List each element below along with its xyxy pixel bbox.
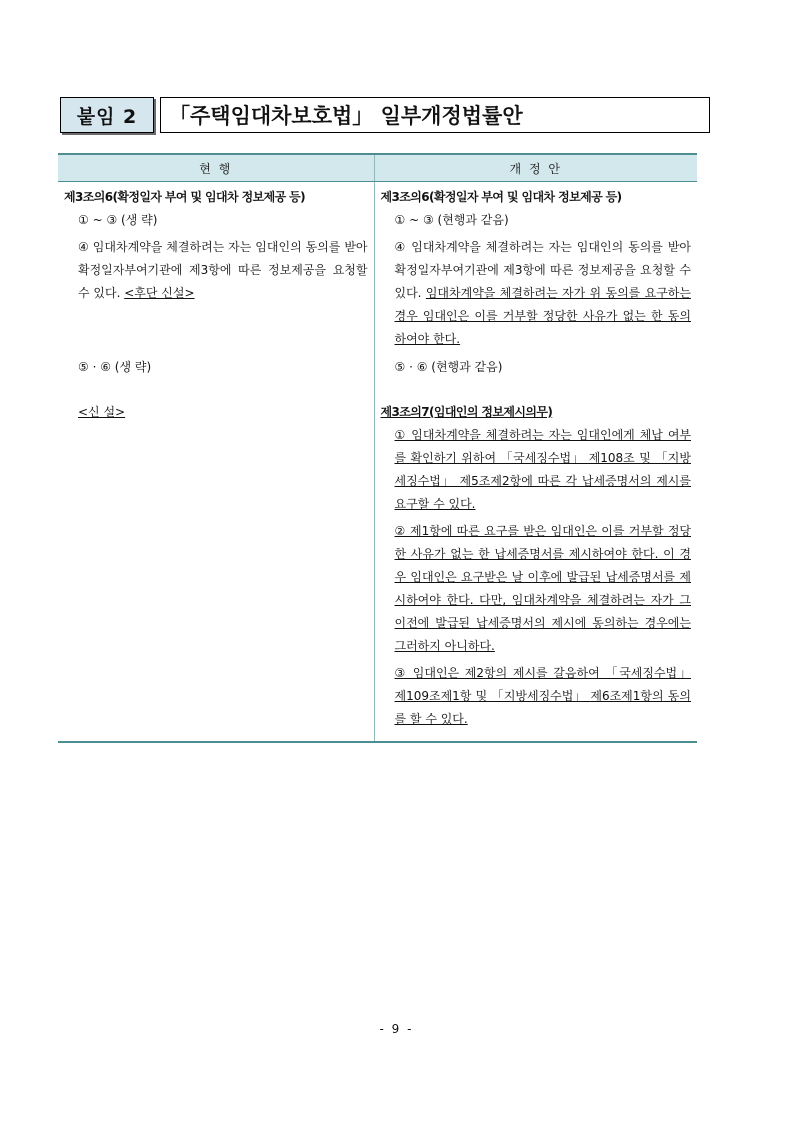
column-header-revised: 개 정 안: [374, 154, 697, 182]
revised-paragraph-4-added: 임대차계약을 체결하려는 자가 위 동의를 요구하는 경우 임대인은 이를 거부할 정당한 사유가 없는 한 동의하여야 한다.: [394, 286, 691, 346]
new-article-paragraph-3: ③ 임대인은 제2항의 제시를 갈음하여 「국세징수법」 제109조제1항 및 「지방세징수법」 제6조제1항의 동의를 할 수 있다.: [394, 666, 691, 726]
table-row: [58, 182, 697, 743]
current-paragraph-4: [64, 236, 368, 305]
column-header-current: 현 행: [58, 154, 374, 182]
document-title: 「주택임대차보호법」 일부개정법률안: [160, 97, 710, 133]
document-header: [60, 97, 710, 135]
current-new-article-note: <신 설>: [78, 405, 126, 419]
table-header-row: [58, 154, 697, 182]
page-number: - 9 -: [379, 1022, 414, 1036]
attachment-tag: 붙임 2: [60, 97, 154, 133]
new-article-paragraph-1: ① 임대차계약을 체결하려는 자는 임대인에게 체납 여부를 확인하기 위하여 「국세징수법」 제108조 및 「지방세징수법」 제5조제2항에 따른 각 납세증명서의 제시를 요구할 수 있다.: [394, 428, 691, 511]
revised-article-title: 제3조의6(확정일자 부여 및 임대차 정보제공 등): [380, 190, 622, 204]
current-paragraph-4-note: <후단 신설>: [124, 286, 195, 300]
current-article-title: 제3조의6(확정일자 부여 및 임대차 정보제공 등): [64, 190, 306, 204]
current-law-cell: [58, 182, 374, 743]
revised-law-cell: [374, 182, 697, 743]
comparison-table: [58, 153, 697, 743]
revised-paragraph-4: [381, 236, 692, 351]
current-paragraph-4-text: ④ 임대차계약을 체결하려는 자는 임대인의 동의를 받아 확정일자부여기관에 제3항에 따른 정보제공을 요청할 수 있다.: [78, 240, 368, 300]
current-paragraph-1-3: ① ~ ③ (생 략): [78, 213, 158, 227]
revised-paragraph-1-3: ① ~ ③ (현행과 같음): [394, 213, 509, 227]
revised-paragraph-5-6: ⑤ · ⑥ (현행과 같음): [394, 360, 503, 374]
new-article-paragraph-2: ② 제1항에 따른 요구를 받은 임대인은 이를 거부할 정당한 사유가 없는 한 납세증명서를 제시하여야 한다. 이 경우 임대인은 요구받은 날 이후에 발급된 납세증명서를 제시하여야 한다. 다만, 임대차계약을 체결하려는 자가 그 이전에 발급된 납세증명서의 제시에 동의하는 경우에는 그러하지 아니하다.: [394, 524, 691, 653]
new-article-title: 제3조의7(임대인의 정보제시의무): [380, 405, 553, 419]
current-paragraph-5-6: ⑤ · ⑥ (생 략): [78, 360, 152, 374]
revised-paragraph-4-text: ④ 임대차계약을 체결하려는 자는 임대인의 동의를 받아 확정일자부여기관에 제3항에 따른 정보제공을 요청할 수 있다.: [394, 240, 691, 300]
